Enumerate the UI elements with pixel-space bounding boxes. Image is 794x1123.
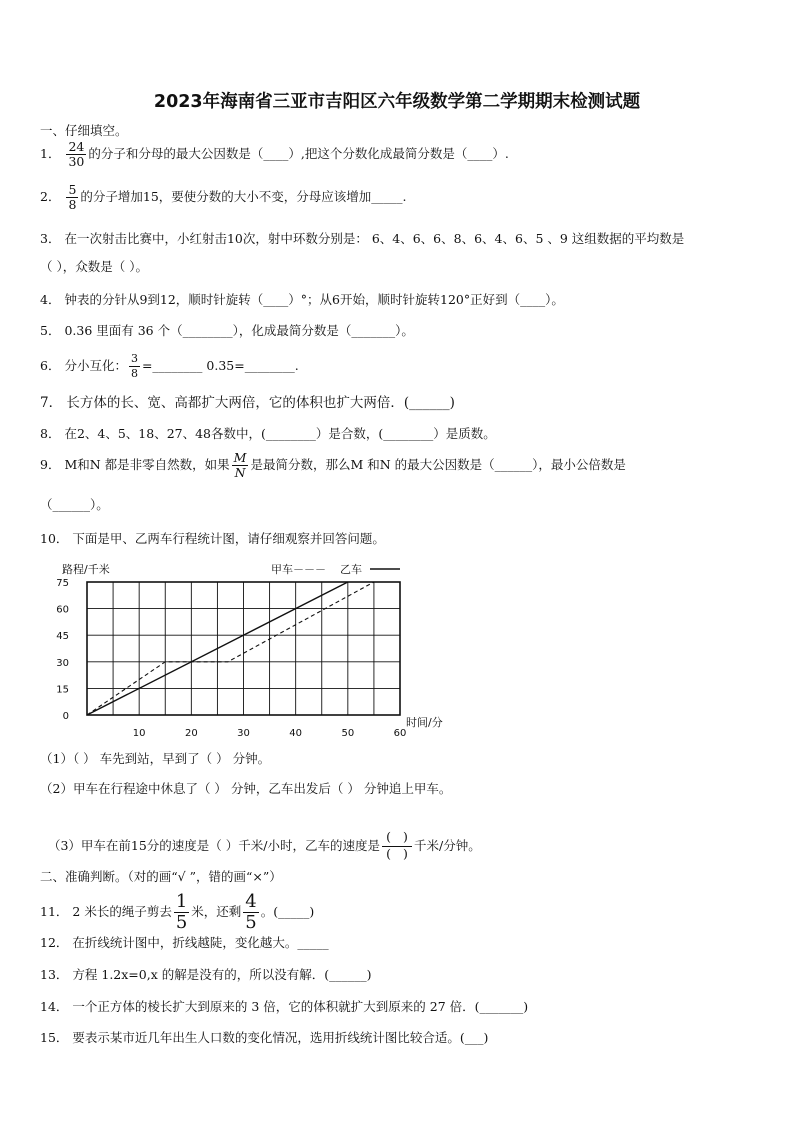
question-8 — [40, 425, 496, 443]
x-tick-label: 60 — [393, 728, 407, 739]
y-tick-label: 60 — [56, 604, 69, 616]
q10-sub-1: （1）（ ） 车先到站，早到了（ ） 分钟。 — [40, 751, 271, 766]
q8-text: 在2、4、5、18、27、48各数中，(________）是合数，(________）是质数。 — [64, 426, 496, 441]
q9-denominator: N — [234, 465, 246, 480]
question-5 — [40, 322, 414, 340]
legend-label-jia: 甲车－－－ — [271, 563, 326, 576]
q2-fraction — [66, 183, 78, 212]
q10-sub-3-pre: （3）甲车在前15分的速度是（ ）千米/小时，乙车的速度是 — [47, 838, 380, 853]
question-7 — [40, 394, 455, 412]
chart-grid — [87, 582, 400, 715]
q12-text: 在折线统计图中，折线越陡，变化越大。_____ — [72, 935, 329, 950]
section-heading-1: 一、仔细填空。 — [40, 123, 128, 138]
q1-fraction — [66, 140, 86, 169]
page-title: 2023年海南省三亚市吉阳区六年级数学第二学期期末检测试题 — [153, 92, 641, 112]
q11-mid: 米，还剩 — [191, 904, 242, 919]
q9-fraction — [232, 451, 249, 480]
y-tick-label: 30 — [56, 657, 69, 669]
q11-f2-numerator: 4 — [245, 891, 257, 912]
q10-text: 下面是甲、乙两车行程统计图，请仔细观察并回答问题。 — [72, 531, 385, 546]
y-tick-label: 75 — [56, 578, 69, 589]
travel-line-chart — [40, 555, 460, 740]
q14-text: 一个正方体的棱长扩大到原来的 3 倍，它的体积就扩大到原来的 27 倍．(_______) — [72, 999, 529, 1014]
y-tick-label: 15 — [56, 684, 69, 696]
question-12 — [40, 934, 329, 952]
q10-sub-3 — [40, 812, 481, 863]
q11-f2-denominator: 5 — [245, 912, 257, 933]
q7-number: 7． — [40, 395, 63, 411]
q1-denominator: 30 — [68, 154, 85, 169]
q11-fraction-1 — [174, 892, 189, 933]
question-9 — [40, 451, 626, 480]
q1-text: 的分子和分母的最大公因数是（____）,把这个分数化成最简分数是（____）. — [88, 146, 509, 161]
question-6 — [40, 352, 299, 381]
q6-fraction — [129, 352, 140, 381]
q2-text: 的分子增加15，要使分数的大小不变，分母应该增加_____. — [80, 189, 407, 204]
chart-series — [87, 582, 374, 715]
q1-number: 1． — [40, 146, 61, 161]
x-tick-label: 20 — [184, 728, 198, 739]
question-3 — [40, 230, 684, 248]
q13-number: 13． — [40, 967, 69, 982]
q3-line2: （ ），众数是（ ）。 — [40, 259, 148, 274]
chart-y-axis-label: 路程/千米 — [62, 563, 110, 576]
q10-sub-2: （2）甲车在行程途中休息了（ ） 分钟，乙车出发后（ ） 分钟追上甲车。 — [40, 781, 452, 796]
blank-numerator: ( ) — [382, 830, 412, 847]
q6-pre: 分小互化： — [64, 358, 127, 373]
q7-text: 长方体的长、宽、高都扩大两倍，它的体积也扩大两倍．(______) — [66, 395, 455, 411]
q6-number: 6． — [40, 358, 61, 373]
q8-number: 8． — [40, 426, 61, 441]
q3-number: 3． — [40, 231, 61, 246]
q4-text: 钟表的分针从9到12，顺时针旋转（____）°；从6开始，顺时针旋转120°正好到（____）。 — [64, 292, 564, 307]
question-13 — [40, 966, 371, 984]
x-tick-label: 30 — [237, 728, 250, 739]
x-tick-label: 10 — [132, 728, 146, 739]
q2-numerator: 5 — [68, 182, 77, 197]
q9-number: 9． — [40, 457, 61, 472]
q14-number: 14． — [40, 999, 69, 1014]
y-tick-label: 45 — [56, 631, 69, 643]
y-tick-label: 0 — [62, 711, 69, 722]
q11-f1-denominator: 5 — [175, 912, 188, 933]
q9-post: 是最简分数，那么M 和N 的最大公因数是（______），最小公倍数是 — [250, 457, 626, 472]
x-tick-label: 50 — [341, 728, 355, 739]
q15-text: 要表示某市近几年出生人口数的变化情况，选用折线统计图比较合适。(___) — [72, 1030, 489, 1045]
q10-sub-3-blank-fraction — [382, 830, 412, 863]
q10-number: 10． — [40, 531, 69, 546]
q6-denominator: 8 — [130, 367, 138, 380]
q10-sub-3-post: 千米/分钟。 — [414, 838, 481, 853]
q6-numerator: 3 — [130, 352, 138, 365]
section-heading-2: 二、准确判断。（对的画“√ ”，错的画“×”） — [40, 869, 282, 884]
q2-denominator: 8 — [68, 197, 77, 212]
q5-text: 0.36 里面有 36 个（________），化成最简分数是（_______）。 — [64, 323, 414, 338]
question-14 — [40, 998, 528, 1016]
q9-pre: M和N 都是非零自然数，如果 — [64, 457, 230, 472]
q15-number: 15． — [40, 1030, 69, 1045]
q11-fraction-2 — [243, 892, 258, 933]
q9-numerator: M — [233, 450, 247, 465]
blank-denominator: ( ) — [386, 846, 408, 861]
q11-post: 。(_____) — [260, 904, 315, 919]
question-11 — [40, 892, 314, 933]
q1-numerator: 24 — [68, 139, 85, 154]
series-line-jia — [87, 582, 374, 715]
q6-post: =________ 0.35=________. — [141, 358, 299, 373]
question-15 — [40, 1029, 488, 1047]
q12-number: 12． — [40, 935, 69, 950]
chart-x-axis-label: 时间/分 — [406, 716, 443, 729]
q3-line1: 在一次射击比赛中，小红射击10次，射中环数分别是： 6、4、6、6、8、6、4、6、5 、9 这组数据的平均数是 — [64, 231, 685, 246]
question-4 — [40, 291, 564, 309]
q11-pre: 2 米长的绳子剪去 — [72, 904, 172, 919]
q2-number: 2． — [40, 189, 61, 204]
x-tick-label: 40 — [289, 728, 303, 739]
q5-number: 5． — [40, 323, 61, 338]
q13-text: 方程 1.2x=0,x 的解是没有的，所以没有解．(______) — [72, 967, 372, 982]
q11-number: 11． — [40, 904, 69, 919]
q11-f1-numerator: 1 — [175, 891, 188, 912]
legend-label-yi: 乙车 — [340, 563, 362, 576]
q4-number: 4． — [40, 292, 61, 307]
question-10 — [40, 530, 385, 548]
q9-line2: （______）。 — [40, 497, 109, 512]
question-2 — [40, 183, 407, 212]
question-1 — [40, 140, 509, 169]
